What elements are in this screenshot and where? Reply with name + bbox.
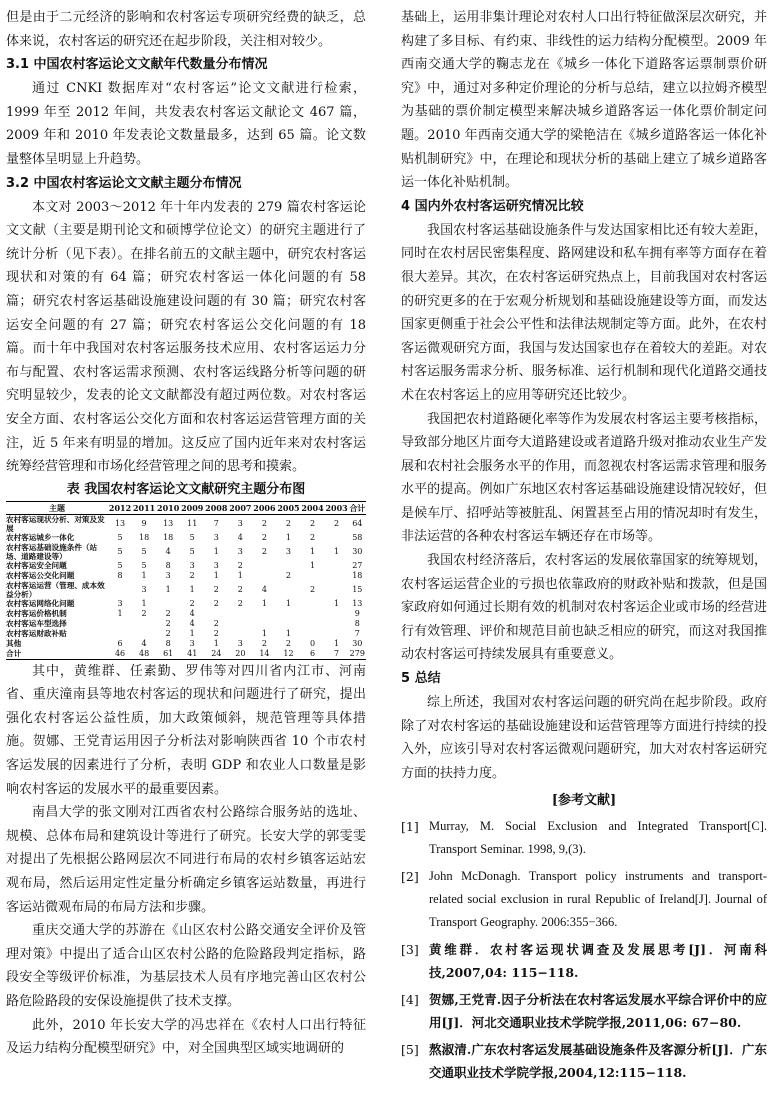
- table-cell: 1: [189, 584, 195, 594]
- table-cell: 1: [334, 638, 340, 648]
- reference-number: [3]: [401, 942, 419, 958]
- table-cell: 2: [213, 618, 219, 628]
- table-cell: 8: [117, 570, 123, 580]
- table-cell: 2: [309, 518, 316, 528]
- table-cell: [132, 629, 156, 639]
- table-cell: 41: [180, 649, 204, 660]
- table-cell: 1: [189, 628, 195, 638]
- table-cell: 1: [213, 570, 219, 580]
- table-cell: [156, 599, 180, 609]
- table-cell: 48: [132, 649, 156, 660]
- table-row: [6, 571, 366, 581]
- section-heading-5: 5 总结: [401, 671, 441, 687]
- table-header-cell: 2004: [301, 502, 324, 513]
- table-cell: 1: [309, 560, 316, 570]
- table-cell: [325, 571, 349, 581]
- table-cell: 13: [114, 518, 126, 528]
- table-cell: 1: [334, 546, 340, 556]
- table-header-cell: 2005: [277, 502, 300, 513]
- table-cell: 1: [213, 546, 219, 556]
- continued-paragraph: 基础上，运用非集计理论对农村人口出行特征做深层次研究，并构建了多目标、有约束、非线性的运力结构分配模型。2009 年西南交通大学的鞠志龙在《城乡一体化下道路客运票制票价研究》中，通过对多种定价理论的分析与总结，建立以拉姆齐模型为基础的票价制定模型来解决城乡道路客运一体化票价制定问题。2010 年西南交通大学的梁艳洁在《城乡道路客运一体化补贴机制研究》中，在理论和现状分析的基础上建立了城乡道路客运一体化补贴机制。: [401, 10, 767, 191]
- table-row: [6, 599, 366, 609]
- table-cell: 5: [117, 546, 123, 556]
- table-cell: [276, 619, 300, 629]
- table-cell: [108, 629, 132, 639]
- table-cell: [228, 629, 252, 639]
- table-cell: 3: [285, 546, 292, 556]
- table-cell: 8: [165, 638, 171, 648]
- table-cell: 3: [237, 546, 243, 556]
- references-title: [参考文献]: [551, 793, 617, 809]
- table-cell: 1: [141, 598, 147, 608]
- table-cell: [252, 619, 276, 629]
- table-cell: 1: [285, 628, 292, 638]
- table-cell: [325, 619, 349, 629]
- table-cell: 58: [352, 532, 363, 542]
- table-cell: 18: [352, 570, 363, 580]
- table-cell: 27: [352, 560, 363, 570]
- table-cell: [228, 609, 252, 619]
- table-cell: 9: [354, 608, 360, 618]
- table-topic-cell: 农村客运安全问题: [6, 561, 67, 571]
- table-cell: 20: [228, 649, 252, 660]
- table-cell: 2: [309, 584, 316, 594]
- table-header-row: [6, 501, 366, 514]
- reference-item: [401, 865, 767, 934]
- table-cell: 4: [237, 532, 243, 542]
- table-cell: 2: [237, 584, 243, 594]
- table-cell: 2: [213, 584, 219, 594]
- reference-text: 黄维群．农村客运现状调查及发展思考[J]．河南科技,2007,04: 115−118.: [429, 942, 767, 981]
- paragraph-4-1: 我国农村客运基础设施条件与发达国家相比还有较大差距，同时在农村居民密集程度、路网建设和私车拥有率等方面存在着很大差异。其次，在农村客运研究热点上，目前我国对农村客运的研究更多的在于宏观分析规划和基础设施建设等方面，而发达国家更侧重于社会公平性和法律法规制定等方面。此外，在农村客运微观研究方面，我国与发达国家也存在着较大的差距。对农村客运服务需求分析、服务标准、运行机制和现代化道路交通技术在农村客运上的应用等研究还比较少。: [401, 222, 767, 403]
- table-row: [6, 609, 366, 619]
- table-row: [6, 629, 366, 639]
- table-cell: 12: [276, 649, 300, 660]
- table-cell: 1: [261, 628, 267, 638]
- table-cell: 6: [117, 638, 123, 648]
- table-cell: 1: [334, 598, 340, 608]
- table-row: [6, 533, 366, 543]
- table-cell: 2: [237, 598, 243, 608]
- table-cell: 2: [189, 570, 195, 580]
- table-cell: 4: [141, 638, 147, 648]
- table-cell: 64: [352, 518, 363, 528]
- table-cell: 1: [165, 584, 171, 594]
- table-topic-cell: 农村客运现状分析、对策及发展: [6, 514, 105, 533]
- table-title: 表 我国农村客运论文文献研究主题分布图: [66, 481, 306, 497]
- table-topic-cell: 合计: [6, 649, 108, 660]
- reference-text: 熬淑清.广东农村客运发展基础设施条件及客源分析[J]．广东交通职业技术学院学报,2004,12:115−118.: [429, 1042, 767, 1081]
- table-cell: 2: [213, 598, 219, 608]
- table-header-cell: 2007: [229, 502, 252, 513]
- table-cell: 30: [352, 546, 363, 556]
- table-cell: 1: [237, 570, 243, 580]
- table-cell: 9: [141, 518, 147, 528]
- table-cell: 1: [117, 608, 123, 618]
- section-heading-3-1: 3.1 中国农村客运论文文献年代数量分布情况: [6, 57, 268, 73]
- table-cell: 2: [309, 532, 316, 542]
- table-cell: 2: [261, 518, 267, 528]
- table-cell: 4: [189, 618, 195, 628]
- table-cell: [228, 619, 252, 629]
- left-column: [6, 6, 366, 1061]
- paragraph-5: 综上所述，我国对农村客运问题的研究尚在起步阶段。政府除了对农村客运的基础设施建设和运营管理等方面进行持续的投入外，应该引导对农村客运微观问题研究，加大对农村客运研究方面的扶持力度。: [401, 695, 767, 781]
- reference-item: [401, 1038, 767, 1084]
- paragraph-after-table-4: 此外，2010 年长安大学的冯忠祥在《农村人口出行特征及运力结构分配模型研究》中，对全国典型区域实地调研的: [6, 1017, 366, 1057]
- table-cell: 1: [213, 638, 219, 648]
- table-cell: 3: [141, 584, 147, 594]
- table-cell: 3: [117, 598, 123, 608]
- reference-text: 贺娜,王党青.因子分析法在农村客运发展水平综合评价中的应用[J]．河北交通职业技术学院学报,2011,06: 67−80.: [429, 992, 767, 1031]
- paragraph-after-table-3: 重庆交通大学的苏游在《山区农村公路交通安全评价及管理对策》中提出了适合山区农村公路的危险路段判定指标，路段安全等级评价标准，为基层技术人员有序地完善山区农村公路危险路段的安保设施提供了技术支撑。: [6, 923, 366, 1009]
- table-body: [6, 514, 366, 659]
- table-cell: 2: [285, 518, 292, 528]
- table-cell: 6: [301, 649, 325, 660]
- table-cell: [108, 619, 132, 629]
- table-cell: [252, 561, 276, 571]
- table-cell: 2: [334, 518, 340, 528]
- section-heading-4: 4 国内外农村客运研究情况比较: [401, 198, 584, 214]
- table-header-cell: 2012: [108, 502, 132, 513]
- table-header-cell: 2009: [181, 502, 204, 513]
- table-header-cell: 合计: [349, 502, 366, 513]
- intro-paragraph: 但是由于二元经济的影响和农村客运专项研究经费的缺乏，总体来说，农村客运的研究还在起步阶段，关注相对较少。: [6, 10, 366, 49]
- table-cell: 2: [261, 532, 267, 542]
- reference-number: [2]: [401, 869, 419, 885]
- table-cell: 5: [141, 560, 147, 570]
- table-cell: 2: [261, 638, 267, 648]
- table-cell: 5: [141, 546, 147, 556]
- table-cell: [325, 561, 349, 571]
- table-cell: [301, 609, 325, 619]
- reference-number: [1]: [401, 819, 419, 835]
- table-topic-cell: 农村客运公交化问题: [6, 571, 75, 581]
- table-cell: 2: [165, 628, 171, 638]
- table-cell: 4: [261, 584, 267, 594]
- paragraph-4-2: 我国把农村道路硬化率等作为发展农村客运主要考核指标，导致部分地区片面夸大道路建设或者道路升级对推动农业生产发展和农村社会服务水平的作用，而忽视农村客运需求管理和服务水平的提高。例如广东地区农村客运基础设施建设情况较好，但是候车厅、招呼站等被脏乱、闲置甚至占用的情况却时有发生，非法运营的各种农村客运车辆还存在市场等。: [401, 411, 767, 545]
- table-row: [6, 649, 366, 660]
- reference-item: [401, 815, 767, 861]
- table-cell: 13: [352, 598, 363, 608]
- table-header-cell: 2011: [132, 502, 156, 513]
- reference-text: Murray, M. Social Exclusion and Integrated Transport[C]. Transport Seminar. 1998, 9,(3).: [429, 819, 767, 857]
- table-row: [6, 514, 366, 533]
- reference-number: [4]: [401, 992, 419, 1008]
- table-topic-cell: 农村客运车型选择: [6, 619, 67, 629]
- table-topic-cell: 其他: [6, 639, 22, 649]
- table-cell: 18: [163, 532, 174, 542]
- table-cell: 15: [352, 584, 363, 594]
- table-cell: 5: [117, 532, 123, 542]
- references-list: [401, 815, 767, 1084]
- table-cell: 2: [189, 598, 195, 608]
- reference-item: [401, 938, 767, 984]
- right-column: [401, 6, 767, 1088]
- table-cell: 2: [165, 608, 171, 618]
- table-cell: 46: [108, 649, 132, 660]
- table-topic-cell: 农村客运运营（管理、成本效益分析）: [6, 580, 105, 599]
- table-cell: 7: [354, 628, 360, 638]
- table-cell: 5: [189, 546, 195, 556]
- table-topic-cell: 农村客运城乡一体化: [6, 533, 75, 543]
- reference-text: John McDonagh. Transport policy instruments and transport-related social exclusion in rural Republic of Ireland[J]. Journal of Transport Geography. 2006:355−366.: [429, 869, 767, 930]
- table-cell: [252, 571, 276, 581]
- table-cell: 2: [285, 570, 292, 580]
- table-cell: [108, 581, 132, 599]
- table-cell: [301, 599, 325, 609]
- table-cell: 7: [213, 518, 219, 528]
- paragraph-3-2: 本文对 2003～2012 年十年内发表的 279 篇农村客运论文文献（主要是期刊论文和硕博学位论文）的研究主题进行了统计分析（见下表）。在排名前五的文献主题中，研究农村客运现状和对策的有 64 篇；研究农村客运一体化问题的有 58 篇；研究农村客运基础设施建设问题的有 30 篇；研究农村客运安全问题的有 27 篇；研究农村客运公交化问题的有 18 篇。而十年中我国对农村客运服务技术应用、农村客运运力分布与配置、农村客运需求预测、农村客运线路分析等问题的研究明显较少，发表的论文文献都没有超过两位数。对农村客运安全方面、农村客运公交化方面和农村客运运营管理方面的关注，近 5 年来有明显的增加。这反应了国内近年来对农村客运统筹经营管理和市场化经营管理之间的思考和摸索。: [6, 199, 366, 475]
- table-cell: 4: [165, 546, 171, 556]
- table-topic-cell: 农村客运基础设施条件（站场、道路建设等）: [6, 542, 98, 561]
- table-row: [6, 561, 366, 571]
- paragraph-after-table-1: 其中，黄维群、任素勤、罗伟等对四川省内江市、河南省、重庆潼南县等地农村客运的现状和问题进行了研究，提出强化农村客运公益性质，加大政策倾斜，规范管理等具体措施。贺娜、王党青运用因子分析法对影响陕西省 10 个市农村客运发展的因素进行了分析，表明 GDP 和农业人口数量是影响农村客运的发展水平的最重要因素。: [6, 663, 366, 797]
- table-cell: 14: [252, 649, 276, 660]
- table-header-cell: 主题: [6, 501, 108, 514]
- table-cell: 4: [189, 608, 195, 618]
- table-cell: 3: [237, 518, 243, 528]
- table-cell: [301, 629, 325, 639]
- table-cell: 2: [165, 618, 171, 628]
- table-cell: 8: [165, 560, 171, 570]
- table-cell: 2: [213, 628, 219, 638]
- table-cell: 1: [309, 546, 316, 556]
- table-cell: [252, 609, 276, 619]
- table-row: [6, 619, 366, 629]
- table-cell: [276, 581, 300, 599]
- table-header-cell: 2006: [253, 502, 276, 513]
- table-cell: 24: [204, 649, 228, 660]
- paragraph-after-table-2: 南昌大学的张文刚对江西省农村公路综合服务站的选址、规模、总体布局和建筑设计等进行了研究。长安大学的郭雯雯对提出了先根据公路网层次不同进行布局的农村乡镇客运站宏观布局，然后运用定性定量分析确定乡镇客运站数量，再进行客运站微观布局的布局方法和步骤。: [6, 805, 366, 915]
- table-cell: [325, 629, 349, 639]
- table-cell: 279: [349, 648, 365, 658]
- table-cell: 30: [352, 638, 363, 648]
- table-topic-cell: 农村客运价格机制: [6, 609, 67, 619]
- table-cell: [301, 619, 325, 629]
- paragraph-4-3: 我国农村经济落后，农村客运的发展依靠国家的统筹规划，农村客运运营企业的亏损也依靠政府的财政补贴和拨款，但是国家政府如何通过长期有效的机制对农村客运企业或市场的经营进行有效管理、评价和规范目前也缺乏相应的研究，而这对我国推动农村客运可持续发展具有重要意义。: [401, 553, 767, 663]
- table-cell: 1: [285, 598, 292, 608]
- table-row: [6, 543, 366, 561]
- table-topic-cell: 农村客运财政补贴: [6, 629, 67, 639]
- table-cell: 0: [309, 638, 316, 648]
- table-cell: 3: [213, 532, 219, 542]
- table-row: [6, 581, 366, 599]
- table-cell: 2: [285, 638, 292, 648]
- table-cell: 8: [354, 618, 360, 628]
- table-header-cell: 2010: [157, 502, 180, 513]
- table-cell: [132, 619, 156, 629]
- table-cell: 61: [156, 649, 180, 660]
- table-cell: 5: [117, 560, 123, 570]
- table-cell: 3: [237, 638, 243, 648]
- table-header-cell: 2003: [325, 502, 348, 513]
- table-cell: 2: [237, 560, 243, 570]
- topic-distribution-table: [6, 501, 366, 660]
- table-cell: 18: [139, 532, 150, 542]
- section-heading-3-2: 3.2 中国农村客运论文文献主题分布情况: [6, 175, 242, 191]
- table-cell: 1: [261, 598, 267, 608]
- table-header-cell: 2008: [205, 502, 228, 513]
- table-cell: [276, 561, 300, 571]
- table-cell: 7: [325, 649, 349, 660]
- table-cell: [325, 609, 349, 619]
- paragraph-3-1: 通过 CNKI 数据库对“农村客运”论文文献进行检索，1999 年至 2012 年间，共发表农村客运文献论文 467 篇，2009 年和 2010 年发表论文数量最多，达到 65 篇。论文数量整体呈明显上升趋势。: [6, 81, 366, 167]
- table-cell: 3: [189, 560, 195, 570]
- table-cell: 1: [285, 532, 292, 542]
- table-cell: 3: [213, 560, 219, 570]
- table-cell: 3: [165, 570, 171, 580]
- reference-item: [401, 988, 767, 1034]
- table-cell: 2: [261, 546, 267, 556]
- table-cell: 13: [163, 518, 174, 528]
- table-cell: [325, 533, 349, 543]
- table-cell: [204, 609, 228, 619]
- table-cell: 3: [189, 638, 195, 648]
- table-cell: 1: [141, 570, 147, 580]
- table-cell: 5: [189, 532, 195, 542]
- table-cell: [276, 609, 300, 619]
- reference-number: [5]: [401, 1042, 419, 1058]
- table-cell: 2: [141, 608, 147, 618]
- table-cell: 11: [187, 518, 198, 528]
- table-row: [6, 639, 366, 649]
- table-cell: [301, 571, 325, 581]
- table-cell: [325, 581, 349, 599]
- table-topic-cell: 农村客运网络化问题: [6, 599, 75, 609]
